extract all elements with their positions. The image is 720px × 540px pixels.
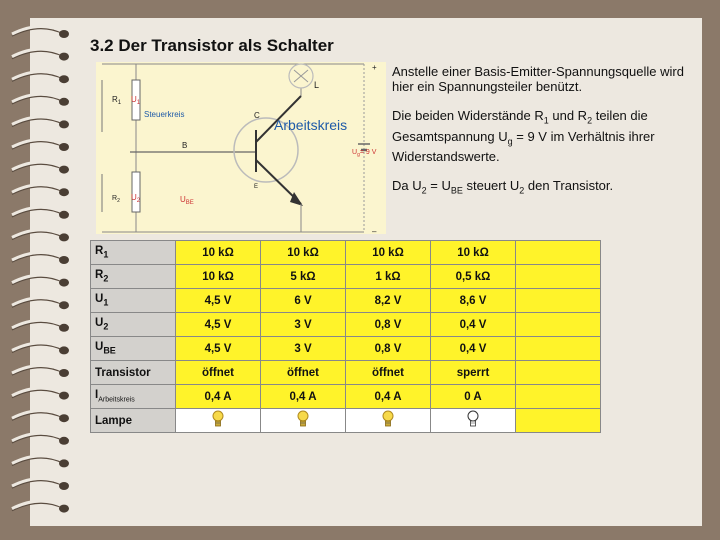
binding-ring [12, 94, 69, 106]
page-title: 3.2 Der Transistor als Schalter [90, 36, 334, 55]
lamp-on-icon [382, 409, 394, 429]
label-ube: U [180, 195, 186, 204]
binding-ring [12, 411, 69, 423]
binding-ring [12, 72, 69, 84]
binding-ring [12, 162, 69, 174]
svg-text:R1: $R_1$ [112, 95, 122, 106]
binding-ring [12, 501, 69, 513]
table-row [91, 241, 601, 265]
table-cell [516, 409, 601, 433]
binding-ring [12, 26, 69, 38]
row-label: $R_2$ [91, 265, 176, 289]
binding-ring [12, 320, 69, 332]
label-r1: R [112, 95, 118, 104]
table-cell: öffnet [176, 361, 261, 385]
table-row [91, 265, 601, 289]
binding-ring [12, 117, 69, 129]
table-cell: 3 V [261, 313, 346, 337]
binding-ring [12, 343, 69, 355]
binding-ring [12, 252, 69, 264]
table-cell: 0,4 A [346, 385, 431, 409]
binding-ring [12, 365, 69, 377]
svg-text:U1: $U_1$ [131, 95, 141, 106]
table-cell: öffnet [346, 361, 431, 385]
row-label: Lampe [91, 409, 176, 433]
label-ug: U [352, 149, 358, 156]
binding-ring [12, 139, 69, 151]
spiral-binding [0, 18, 80, 528]
table-cell: öffnet [261, 361, 346, 385]
resistor-r2 [132, 172, 140, 212]
binding-ring [12, 275, 69, 287]
binding-ring [12, 230, 69, 242]
svg-text:UBE: $U_{BE}$ [180, 195, 194, 206]
row-label: $I_{Arbeitskreis}$ [91, 385, 176, 409]
table-cell: 0,8 V [346, 337, 431, 361]
table-cell: sperrt [431, 361, 516, 385]
table-cell [516, 313, 601, 337]
lamp-on-icon [212, 409, 224, 429]
svg-text:R2: $R_2$ [112, 195, 120, 204]
table-cell: 10 kΩ [176, 265, 261, 289]
label-plus: + [372, 63, 377, 72]
lamp-cell [176, 409, 261, 433]
table-row [91, 289, 601, 313]
table-cell: 5 kΩ [261, 265, 346, 289]
label-base: B [182, 141, 188, 150]
table-cell: 4,5 V [176, 337, 261, 361]
table-cell [516, 289, 601, 313]
binding-ring [12, 49, 69, 61]
table-cell: 10 kΩ [261, 241, 346, 265]
binding-ring [12, 388, 69, 400]
table-cell: 10 kΩ [431, 241, 516, 265]
lamp-on-icon [297, 409, 309, 429]
row-label: $U_{BE}$ [91, 337, 176, 361]
lamp-cell [431, 409, 516, 433]
table-cell [516, 241, 601, 265]
table-row [91, 385, 601, 409]
table-cell: 4,5 V [176, 313, 261, 337]
label-collector: C [254, 111, 260, 120]
label-u1: U [131, 95, 137, 104]
table-cell: 4,5 V [176, 289, 261, 313]
table-cell [516, 337, 601, 361]
label-minus: – [372, 227, 377, 234]
table-cell [516, 361, 601, 385]
binding-ring [12, 456, 69, 468]
table-cell: 0,4 V [431, 313, 516, 337]
measurement-table [90, 240, 601, 433]
table-row [91, 337, 601, 361]
lamp-cell [261, 409, 346, 433]
binding-ring [12, 298, 69, 310]
table-cell [516, 385, 601, 409]
binding-ring [12, 433, 69, 445]
table-cell: 6 V [261, 289, 346, 313]
paragraph-2: Die beiden Widerstände $R_1$ und $R_2$ teilen die Gesamtspannung $U_g = 9$ V im Verhältnis ihrer Widerstandswerte. [392, 108, 655, 165]
row-label: Transistor [91, 361, 176, 385]
table-cell: 8,2 V [346, 289, 431, 313]
svg-text:U2: $U_2$ [131, 193, 141, 204]
table-cell: 0,4 A [176, 385, 261, 409]
paragraph-3: Da $U_2 = U_{BE}$ steuert $U_2$ den Transistor. [392, 178, 614, 196]
row-label: $R_1$ [91, 241, 176, 265]
binding-ring [12, 185, 69, 197]
table-cell: 10 kΩ [346, 241, 431, 265]
lamp-off-icon [467, 409, 479, 429]
binding-ring [12, 478, 69, 490]
table-cell: 1 kΩ [346, 265, 431, 289]
binding-ring [12, 207, 69, 219]
label-r2: R [112, 195, 118, 202]
table-cell: 0,5 kΩ [431, 265, 516, 289]
label-u2: U [131, 193, 137, 202]
row-label: $U_1$ [91, 289, 176, 313]
row-label: $U_2$ [91, 313, 176, 337]
table-cell: 0,4 A [261, 385, 346, 409]
label-steuerkreis: Steuerkreis [144, 110, 185, 119]
table-cell: 3 V [261, 337, 346, 361]
label-lamp: L [314, 80, 320, 90]
table-row [91, 313, 601, 337]
table-row [91, 361, 601, 385]
table-cell: 0,4 V [431, 337, 516, 361]
circuit-diagram [96, 62, 386, 234]
lamp-cell [346, 409, 431, 433]
explanation-text [392, 64, 692, 213]
table-cell [516, 265, 601, 289]
table-cell: 10 kΩ [176, 241, 261, 265]
label-emitter: E [254, 184, 259, 190]
table-cell: 0 A [431, 385, 516, 409]
label-arbeitskreis: Arbeitskreis [274, 117, 348, 133]
table-cell: 8,6 V [431, 289, 516, 313]
paragraph-1: Anstelle einer Basis-Emitter-Spannungsquelle wird hier ein Spannungsteiler benützt. [392, 64, 684, 94]
table-row-lamp [91, 409, 601, 433]
table-cell: 0,8 V [346, 313, 431, 337]
svg-text:Ug= 9 V: $U_g= 9$ V [352, 149, 377, 158]
